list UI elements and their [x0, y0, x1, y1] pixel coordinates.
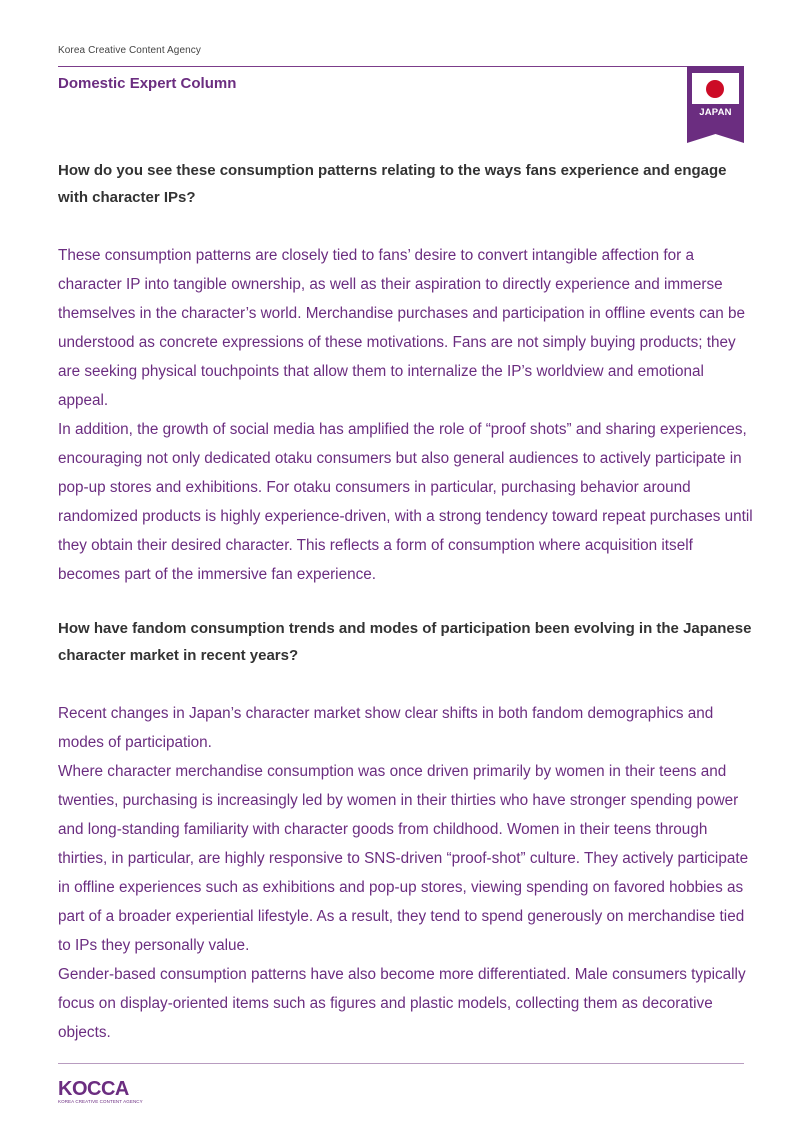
footer-divider	[58, 1063, 744, 1064]
spacer	[58, 669, 758, 699]
kocca-logo	[58, 1079, 143, 1105]
logo-wordmark: KOCCA	[58, 1078, 129, 1100]
article-body	[58, 157, 758, 1047]
column-title: Domestic Expert Column	[58, 75, 237, 92]
spacer	[58, 589, 758, 615]
country-label: JAPAN	[699, 107, 732, 118]
answer-1-paragraph-1: These consumption patterns are closely tied to fans’ desire to convert intangible affection for a character IP into tangible ownership, as well as their aspiration to directly experience and immerse themselves in the character’s world. Merchandise purchases and participation in offline events can be understood as concrete expressions of these motivations. Fans are not simply buying products; they are seeking physical touchpoints that allow them to internalize the IP’s worldview and emotional appeal.	[58, 247, 746, 409]
question-1: How do you see these consumption patterns relating to the ways fans experience and engage with character IPs?	[58, 162, 727, 206]
answer-2-paragraph-2: Where character merchandise consumption was once driven primarily by women in their teens and twenties, purchasing is increasingly led by women in their thirties who have stronger spending power and long-standing familiarity with character goods from childhood. Women in their teens through thirties, in particular, are highly responsive to SNS-driven “proof-shot” culture. They actively participate in offline experiences such as exhibitions and pop-up stores, viewing spending on favored hobbies as part of a broader experiential lifestyle. As a result, they tend to spend generously on merchandise tied to IPs they personally value.	[58, 763, 749, 954]
logo-subtext: KOREA CREATIVE CONTENT AGENCY	[58, 1099, 143, 1104]
header-divider	[58, 66, 698, 67]
country-bookmark-badge	[687, 66, 744, 143]
japan-flag-icon	[692, 73, 739, 104]
flag-red-circle	[706, 80, 724, 98]
answer-2-paragraph-1: Recent changes in Japan’s character market show clear shifts in both fandom demographics and modes of participation.	[58, 705, 714, 751]
answer-2-paragraph-3: Gender-based consumption patterns have also become more differentiated. Male consumers typically focus on display-oriented items such as figures and plastic models, collecting them as decorative objects.	[58, 966, 746, 1041]
answer-1-paragraph-2: In addition, the growth of social media has amplified the role of “proof shots” and sharing experiences, encouraging not only dedicated otaku consumers but also general audiences to actively participate in pop-up stores and exhibitions. For otaku consumers in particular, purchasing behavior around randomized products is highly experience-driven, with a strong tendency toward repeat purchases until they obtain their desired character. This reflects a form of consumption where acquisition itself becomes part of the immersive fan experience.	[58, 421, 753, 583]
agency-name: Korea Creative Content Agency	[58, 45, 201, 56]
question-2: How have fandom consumption trends and modes of participation been evolving in the Japanese character market in recent years?	[58, 620, 752, 664]
spacer	[58, 211, 758, 241]
